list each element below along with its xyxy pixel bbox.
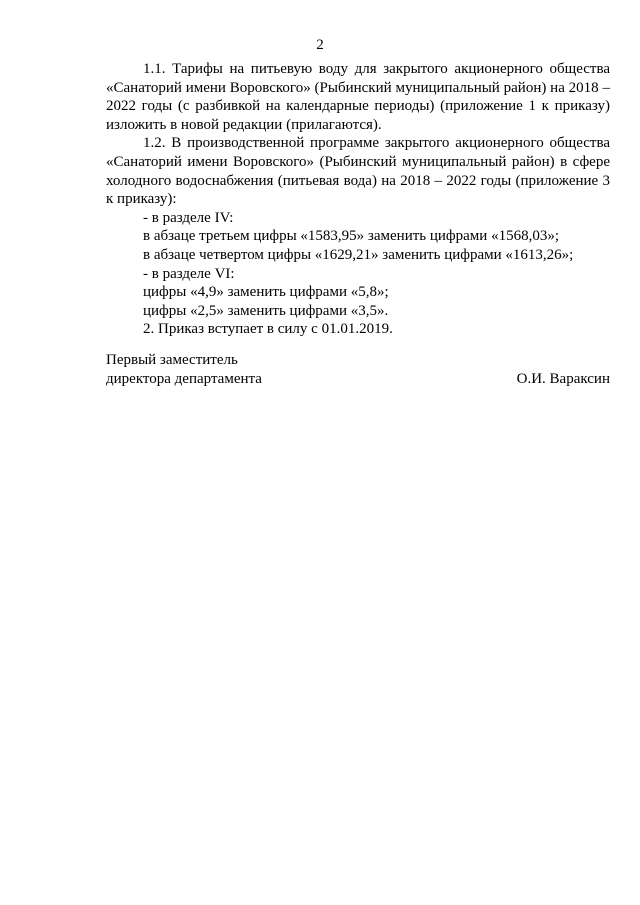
section-vi-item-1: цифры «4,9» заменить цифрами «5,8»; [143, 284, 389, 301]
paragraph-1-2: 1.2. В производственной программе закрытого акционерного общества «Санаторий имени Воровского» (Рыбинский муниципальный район) в сфере холодного водоснабжения (питьевая вода) на 2018 – 2022 годы (приложение 3 к приказу): [106, 135, 610, 208]
section-iv-item-2: в абзаце четвертом цифры «1629,21» заменить цифрами «1613,26»; [143, 246, 574, 263]
section-iv-item-1: в абзаце третьем цифры «1583,95» заменить цифрами «1568,03»; [143, 228, 559, 245]
signatory-position-line-2: директора департамента [106, 370, 262, 387]
signature-block [106, 351, 610, 388]
section-vi-heading: - в разделе VI: [143, 265, 235, 282]
page-number: 2 [316, 37, 324, 53]
signatory-position-line-1: Первый заместитель [106, 352, 238, 368]
document-body [106, 60, 610, 339]
paragraph-2: 2. Приказ вступает в силу с 01.01.2019. [143, 321, 393, 338]
signatory-name: О.И. Вараксин [516, 370, 610, 387]
section-iv-heading: - в разделе IV: [143, 209, 234, 226]
paragraph-1-1: 1.1. Тарифы на питьевую воду для закрытого акционерного общества «Санаторий имени Воровского» (Рыбинский муниципальный район) на 2018 – 2022 годы (с разбивкой на календарные периоды) (приложение 1 к приказу) изложить в новой редакции (прилагаются). [106, 61, 610, 133]
section-vi-item-2: цифры «2,5» заменить цифрами «3,5». [143, 302, 389, 319]
signature-row [106, 370, 610, 389]
